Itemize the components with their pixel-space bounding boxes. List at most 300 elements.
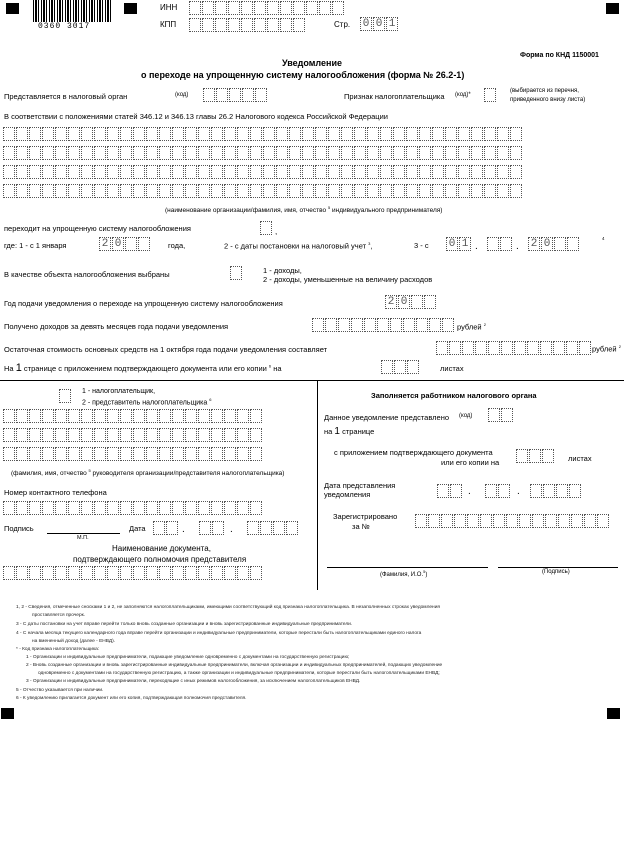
grid-cell[interactable] <box>480 514 492 528</box>
grid-cell[interactable] <box>94 165 106 179</box>
left-date-month[interactable] <box>199 521 224 535</box>
grid-cell[interactable] <box>185 428 197 442</box>
grid-row[interactable] <box>3 146 522 160</box>
grid-cell[interactable] <box>471 127 483 141</box>
grid-row[interactable] <box>3 447 262 461</box>
grid-cell[interactable] <box>211 146 223 160</box>
grid-cell[interactable] <box>445 146 457 160</box>
grid-cell[interactable] <box>81 146 93 160</box>
grid-cell[interactable] <box>367 184 379 198</box>
grid-cell[interactable] <box>224 409 236 423</box>
grid-cell[interactable] <box>237 447 249 461</box>
grid-cell[interactable] <box>263 165 275 179</box>
grid-cell[interactable] <box>133 566 145 580</box>
grid-cell[interactable] <box>445 184 457 198</box>
grid-cell[interactable] <box>315 127 327 141</box>
grid-cell[interactable] <box>250 566 262 580</box>
grid-cell[interactable] <box>406 127 418 141</box>
grid-cell[interactable] <box>493 514 505 528</box>
grid-cell[interactable] <box>198 447 210 461</box>
grid-cell[interactable] <box>172 428 184 442</box>
grid-cell[interactable] <box>224 447 236 461</box>
grid-cell[interactable] <box>393 184 405 198</box>
sheets-cells[interactable] <box>381 360 419 374</box>
grid-cell[interactable] <box>107 428 119 442</box>
grid-cell[interactable] <box>328 165 340 179</box>
grid-cell[interactable] <box>107 501 119 515</box>
transition-option-cell[interactable] <box>260 221 272 235</box>
grid-cell[interactable] <box>94 501 106 515</box>
grid-cell[interactable] <box>68 146 80 160</box>
grid-cell[interactable] <box>146 127 158 141</box>
org-name-grid[interactable] <box>3 127 522 203</box>
right-sheets-cells[interactable] <box>516 449 554 463</box>
grid-cell[interactable] <box>341 127 353 141</box>
grid-cell[interactable] <box>172 127 184 141</box>
grid-cell[interactable] <box>445 127 457 141</box>
grid-cell[interactable] <box>224 146 236 160</box>
grid-row[interactable] <box>3 409 262 423</box>
grid-cell[interactable] <box>133 409 145 423</box>
grid-cell[interactable] <box>133 146 145 160</box>
grid-cell[interactable] <box>42 428 54 442</box>
phone-cells[interactable] <box>3 501 262 515</box>
grid-cell[interactable] <box>432 127 444 141</box>
grid-cell[interactable] <box>289 127 301 141</box>
grid-cell[interactable] <box>211 566 223 580</box>
grid-cell[interactable] <box>55 566 67 580</box>
grid-cell[interactable] <box>146 409 158 423</box>
grid-cell[interactable] <box>16 409 28 423</box>
grid-cell[interactable] <box>120 501 132 515</box>
grid-cell[interactable] <box>68 428 80 442</box>
grid-cell[interactable] <box>393 127 405 141</box>
grid-cell[interactable] <box>172 146 184 160</box>
grid-cell[interactable] <box>302 127 314 141</box>
grid-cell[interactable] <box>237 501 249 515</box>
grid-cell[interactable] <box>289 184 301 198</box>
grid-cell[interactable] <box>133 127 145 141</box>
grid-cell[interactable] <box>94 428 106 442</box>
grid-cell[interactable] <box>380 165 392 179</box>
grid-cell[interactable] <box>81 409 93 423</box>
grid-cell[interactable] <box>81 127 93 141</box>
grid-cell[interactable] <box>3 447 15 461</box>
grid-cell[interactable] <box>146 165 158 179</box>
grid-cell[interactable] <box>354 146 366 160</box>
jan-year-cells[interactable]: 2 0 <box>99 237 150 251</box>
grid-cell[interactable] <box>159 566 171 580</box>
grid-cell[interactable] <box>597 514 609 528</box>
grid-cell[interactable] <box>146 184 158 198</box>
grid-cell[interactable] <box>510 184 522 198</box>
grid-cell[interactable] <box>68 447 80 461</box>
grid-cell[interactable] <box>81 566 93 580</box>
grid-cell[interactable] <box>3 146 15 160</box>
grid-cell[interactable] <box>211 184 223 198</box>
grid-cell[interactable] <box>68 127 80 141</box>
grid-cell[interactable] <box>16 146 28 160</box>
grid-cell[interactable] <box>133 447 145 461</box>
reg-number-cells[interactable] <box>415 514 609 528</box>
grid-cell[interactable] <box>29 501 41 515</box>
grid-cell[interactable] <box>42 127 54 141</box>
grid-cell[interactable] <box>16 447 28 461</box>
grid-cell[interactable] <box>263 146 275 160</box>
grid-cell[interactable] <box>484 127 496 141</box>
income-cells[interactable] <box>312 318 454 332</box>
grid-cell[interactable] <box>185 501 197 515</box>
sign-code-cell[interactable] <box>484 88 496 102</box>
grid-cell[interactable] <box>29 447 41 461</box>
grid-cell[interactable] <box>81 428 93 442</box>
grid-cell[interactable] <box>302 184 314 198</box>
grid-cell[interactable] <box>120 409 132 423</box>
grid-cell[interactable] <box>42 146 54 160</box>
grid-cell[interactable] <box>406 184 418 198</box>
kpp-cells[interactable] <box>189 18 305 32</box>
grid-cell[interactable] <box>42 409 54 423</box>
grid-cell[interactable] <box>68 409 80 423</box>
grid-cell[interactable] <box>3 165 15 179</box>
grid-cell[interactable] <box>29 566 41 580</box>
right-date-year[interactable] <box>530 484 581 498</box>
grid-cell[interactable] <box>172 409 184 423</box>
grid-cell[interactable] <box>250 127 262 141</box>
signature-line[interactable] <box>47 533 120 534</box>
grid-cell[interactable] <box>419 127 431 141</box>
grid-cell[interactable] <box>458 184 470 198</box>
grid-cell[interactable] <box>29 184 41 198</box>
grid-cell[interactable] <box>471 165 483 179</box>
grid-cell[interactable] <box>3 184 15 198</box>
grid-row[interactable] <box>3 428 262 442</box>
grid-cell[interactable] <box>3 428 15 442</box>
grid-cell[interactable] <box>94 566 106 580</box>
fio-grid[interactable] <box>3 409 262 466</box>
grid-cell[interactable] <box>68 501 80 515</box>
grid-cell[interactable] <box>406 165 418 179</box>
grid-cell[interactable] <box>198 566 210 580</box>
grid-cell[interactable] <box>146 501 158 515</box>
grid-cell[interactable] <box>16 566 28 580</box>
grid-cell[interactable] <box>94 184 106 198</box>
grid-cell[interactable] <box>81 501 93 515</box>
assets-cells[interactable] <box>436 341 591 355</box>
grid-cell[interactable] <box>16 184 28 198</box>
grid-cell[interactable] <box>250 146 262 160</box>
grid-cell[interactable] <box>315 184 327 198</box>
grid-cell[interactable] <box>120 566 132 580</box>
right-code-cells[interactable] <box>488 408 513 422</box>
grid-cell[interactable] <box>42 165 54 179</box>
grid-cell[interactable] <box>458 146 470 160</box>
opt3-year[interactable]: 2 0 <box>528 237 579 251</box>
grid-cell[interactable] <box>159 447 171 461</box>
grid-cell[interactable] <box>484 184 496 198</box>
tax-office-code[interactable] <box>203 88 267 102</box>
grid-cell[interactable] <box>198 165 210 179</box>
grid-cell[interactable] <box>94 127 106 141</box>
grid-cell[interactable] <box>354 165 366 179</box>
grid-cell[interactable] <box>341 146 353 160</box>
grid-cell[interactable] <box>328 184 340 198</box>
grid-cell[interactable] <box>380 184 392 198</box>
grid-cell[interactable] <box>545 514 557 528</box>
grid-cell[interactable] <box>250 184 262 198</box>
grid-cell[interactable] <box>120 184 132 198</box>
grid-cell[interactable] <box>198 409 210 423</box>
grid-cell[interactable] <box>497 127 509 141</box>
fio-line[interactable] <box>327 567 488 568</box>
grid-cell[interactable] <box>367 127 379 141</box>
grid-cell[interactable] <box>16 501 28 515</box>
left-date-year[interactable] <box>247 521 298 535</box>
grid-cell[interactable] <box>159 409 171 423</box>
grid-cell[interactable] <box>198 146 210 160</box>
grid-cell[interactable] <box>315 165 327 179</box>
grid-cell[interactable] <box>146 566 158 580</box>
grid-cell[interactable] <box>211 409 223 423</box>
grid-cell[interactable] <box>432 165 444 179</box>
grid-cell[interactable] <box>3 127 15 141</box>
grid-cell[interactable] <box>428 514 440 528</box>
grid-cell[interactable] <box>133 428 145 442</box>
object-cell[interactable] <box>230 266 242 280</box>
grid-cell[interactable] <box>367 146 379 160</box>
grid-cell[interactable] <box>159 428 171 442</box>
grid-cell[interactable] <box>510 165 522 179</box>
grid-cell[interactable] <box>42 501 54 515</box>
sign-line[interactable] <box>498 567 618 568</box>
grid-cell[interactable] <box>510 127 522 141</box>
grid-cell[interactable] <box>276 127 288 141</box>
grid-cell[interactable] <box>250 428 262 442</box>
grid-cell[interactable] <box>302 146 314 160</box>
grid-cell[interactable] <box>185 184 197 198</box>
grid-cell[interactable] <box>3 566 15 580</box>
grid-cell[interactable] <box>55 184 67 198</box>
grid-cell[interactable] <box>94 409 106 423</box>
grid-cell[interactable] <box>432 146 444 160</box>
grid-cell[interactable] <box>68 165 80 179</box>
grid-cell[interactable] <box>211 127 223 141</box>
grid-cell[interactable] <box>120 146 132 160</box>
grid-cell[interactable] <box>224 566 236 580</box>
grid-cell[interactable] <box>328 146 340 160</box>
grid-cell[interactable] <box>146 146 158 160</box>
grid-cell[interactable] <box>415 514 427 528</box>
grid-cell[interactable] <box>94 146 106 160</box>
grid-cell[interactable] <box>224 428 236 442</box>
grid-cell[interactable] <box>341 165 353 179</box>
grid-cell[interactable] <box>198 428 210 442</box>
grid-row[interactable] <box>3 165 522 179</box>
grid-cell[interactable] <box>55 409 67 423</box>
grid-cell[interactable] <box>237 409 249 423</box>
grid-cell[interactable] <box>367 165 379 179</box>
grid-cell[interactable] <box>133 501 145 515</box>
grid-cell[interactable] <box>133 184 145 198</box>
grid-cell[interactable] <box>458 165 470 179</box>
grid-cell[interactable] <box>380 146 392 160</box>
grid-cell[interactable] <box>237 146 249 160</box>
grid-cell[interactable] <box>146 447 158 461</box>
grid-cell[interactable] <box>107 184 119 198</box>
grid-cell[interactable] <box>341 184 353 198</box>
grid-cell[interactable] <box>29 165 41 179</box>
grid-cell[interactable] <box>42 447 54 461</box>
grid-cell[interactable] <box>419 146 431 160</box>
grid-cell[interactable] <box>454 514 466 528</box>
grid-cell[interactable] <box>29 127 41 141</box>
grid-cell[interactable] <box>237 127 249 141</box>
grid-cell[interactable] <box>16 428 28 442</box>
grid-row[interactable] <box>3 566 262 580</box>
grid-cell[interactable] <box>55 501 67 515</box>
grid-cell[interactable] <box>315 146 327 160</box>
grid-cell[interactable] <box>107 566 119 580</box>
grid-cell[interactable] <box>172 501 184 515</box>
grid-cell[interactable] <box>250 409 262 423</box>
grid-cell[interactable] <box>211 447 223 461</box>
left-date-day[interactable] <box>153 521 178 535</box>
grid-cell[interactable] <box>107 447 119 461</box>
grid-cell[interactable] <box>185 146 197 160</box>
grid-cell[interactable] <box>172 184 184 198</box>
grid-cell[interactable] <box>198 184 210 198</box>
grid-cell[interactable] <box>29 146 41 160</box>
grid-cell[interactable] <box>237 428 249 442</box>
grid-cell[interactable] <box>3 501 15 515</box>
grid-cell[interactable] <box>406 146 418 160</box>
grid-cell[interactable] <box>159 165 171 179</box>
grid-cell[interactable] <box>55 447 67 461</box>
grid-cell[interactable] <box>107 409 119 423</box>
grid-cell[interactable] <box>55 165 67 179</box>
grid-cell[interactable] <box>354 184 366 198</box>
grid-cell[interactable] <box>211 165 223 179</box>
grid-cell[interactable] <box>198 501 210 515</box>
grid-cell[interactable] <box>302 165 314 179</box>
grid-cell[interactable] <box>441 514 453 528</box>
grid-cell[interactable] <box>55 146 67 160</box>
grid-cell[interactable] <box>29 409 41 423</box>
grid-cell[interactable] <box>224 184 236 198</box>
grid-cell[interactable] <box>172 165 184 179</box>
grid-cell[interactable] <box>393 146 405 160</box>
grid-cell[interactable] <box>185 566 197 580</box>
grid-row[interactable] <box>415 514 609 528</box>
grid-cell[interactable] <box>419 184 431 198</box>
grid-cell[interactable] <box>445 165 457 179</box>
grid-cell[interactable] <box>250 501 262 515</box>
grid-cell[interactable] <box>133 165 145 179</box>
grid-cell[interactable] <box>250 165 262 179</box>
grid-cell[interactable] <box>42 184 54 198</box>
grid-cell[interactable] <box>94 447 106 461</box>
grid-cell[interactable] <box>471 184 483 198</box>
grid-cell[interactable] <box>120 428 132 442</box>
grid-cell[interactable] <box>81 184 93 198</box>
grid-cell[interactable] <box>55 127 67 141</box>
grid-cell[interactable] <box>159 501 171 515</box>
grid-cell[interactable] <box>484 165 496 179</box>
grid-cell[interactable] <box>185 409 197 423</box>
grid-cell[interactable] <box>81 165 93 179</box>
doc-name-grid[interactable] <box>3 566 262 580</box>
grid-cell[interactable] <box>224 127 236 141</box>
grid-cell[interactable] <box>55 428 67 442</box>
grid-cell[interactable] <box>16 127 28 141</box>
grid-cell[interactable] <box>458 127 470 141</box>
grid-row[interactable] <box>3 501 262 515</box>
grid-cell[interactable] <box>185 127 197 141</box>
grid-cell[interactable] <box>497 165 509 179</box>
grid-cell[interactable] <box>471 146 483 160</box>
grid-cell[interactable] <box>276 165 288 179</box>
grid-cell[interactable] <box>81 447 93 461</box>
grid-cell[interactable] <box>558 514 570 528</box>
grid-cell[interactable] <box>393 165 405 179</box>
grid-cell[interactable] <box>467 514 479 528</box>
grid-cell[interactable] <box>107 146 119 160</box>
grid-cell[interactable] <box>484 146 496 160</box>
grid-cell[interactable] <box>263 127 275 141</box>
grid-cell[interactable] <box>289 165 301 179</box>
grid-cell[interactable] <box>289 146 301 160</box>
right-date-day[interactable] <box>437 484 462 498</box>
grid-cell[interactable] <box>29 428 41 442</box>
grid-cell[interactable] <box>172 566 184 580</box>
grid-cell[interactable] <box>159 127 171 141</box>
grid-cell[interactable] <box>42 566 54 580</box>
grid-cell[interactable] <box>172 447 184 461</box>
grid-cell[interactable] <box>237 184 249 198</box>
grid-cell[interactable] <box>198 127 210 141</box>
grid-cell[interactable] <box>263 184 275 198</box>
opt3-day[interactable]: 0 1 <box>446 237 471 251</box>
grid-row[interactable] <box>3 184 522 198</box>
grid-cell[interactable] <box>224 501 236 515</box>
grid-cell[interactable] <box>185 447 197 461</box>
grid-cell[interactable] <box>497 146 509 160</box>
inn-cells[interactable] <box>189 1 344 15</box>
grid-cell[interactable] <box>211 501 223 515</box>
grid-cell[interactable] <box>497 184 509 198</box>
grid-cell[interactable] <box>107 165 119 179</box>
grid-cell[interactable] <box>237 566 249 580</box>
grid-cell[interactable] <box>211 428 223 442</box>
grid-cell[interactable] <box>185 165 197 179</box>
grid-cell[interactable] <box>146 428 158 442</box>
grid-cell[interactable] <box>519 514 531 528</box>
grid-cell[interactable] <box>571 514 583 528</box>
grid-cell[interactable] <box>120 127 132 141</box>
grid-row[interactable] <box>3 127 522 141</box>
grid-cell[interactable] <box>237 165 249 179</box>
grid-cell[interactable] <box>354 127 366 141</box>
submit-year-cells[interactable]: 2 0 <box>385 295 436 309</box>
grid-cell[interactable] <box>120 447 132 461</box>
opt3-month[interactable] <box>487 237 512 251</box>
grid-cell[interactable] <box>120 165 132 179</box>
right-date-month[interactable] <box>485 484 510 498</box>
grid-cell[interactable] <box>250 447 262 461</box>
grid-cell[interactable] <box>68 566 80 580</box>
grid-cell[interactable] <box>107 127 119 141</box>
grid-cell[interactable] <box>16 165 28 179</box>
